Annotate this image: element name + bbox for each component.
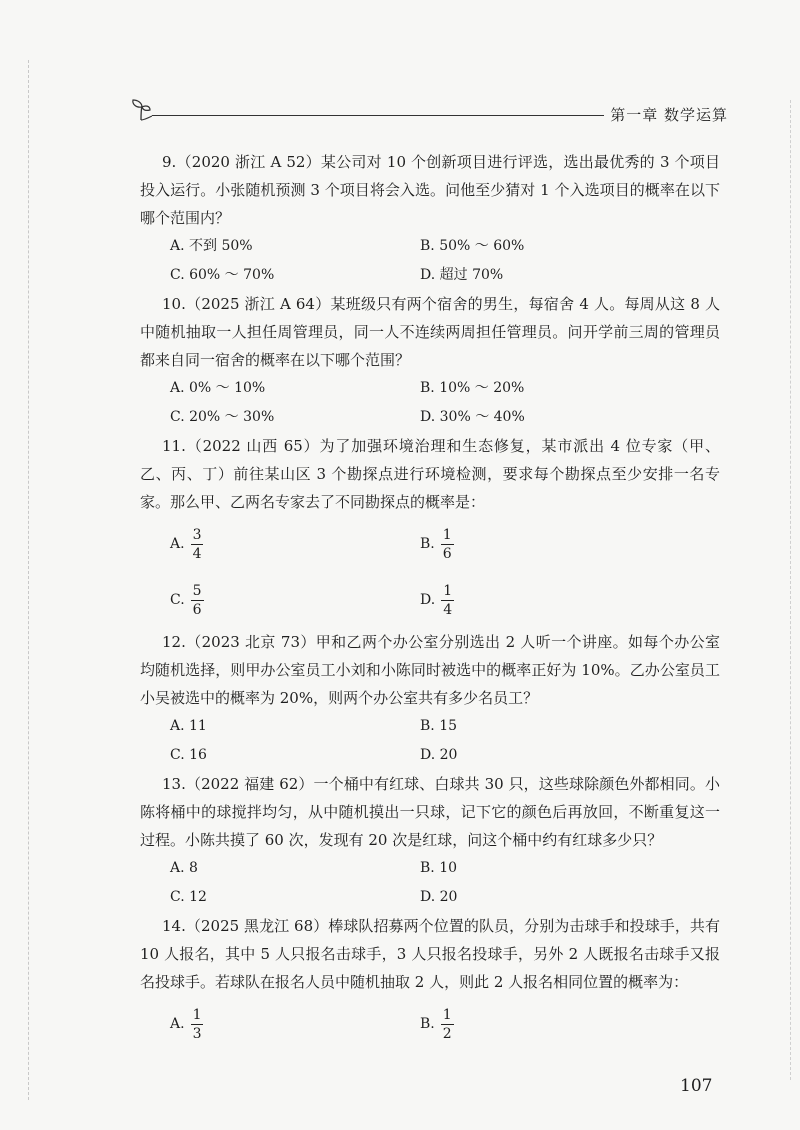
option-c: C. 12 <box>170 889 207 905</box>
option-d: D. 20 <box>420 747 458 763</box>
denominator: 3 <box>192 1025 202 1042</box>
numerator: 1 <box>442 526 452 543</box>
fraction <box>441 582 454 619</box>
question-13-options <box>170 854 720 912</box>
option-c: C. 60% ～ 70% <box>170 267 275 283</box>
question-14-options <box>170 996 720 1052</box>
fraction <box>191 526 204 563</box>
chapter-header <box>130 98 730 128</box>
numerator: 5 <box>192 582 202 599</box>
option-b: B. 50% ～ 60% <box>420 238 525 254</box>
option-d: D. 30% ～ 40% <box>420 409 525 425</box>
chapter-title: 第一章 数学运算 <box>604 104 728 125</box>
fraction <box>441 1006 454 1043</box>
option-a <box>170 516 420 572</box>
option-b: B. 10 <box>420 860 458 876</box>
option-letter: A. <box>170 536 185 552</box>
numerator: 1 <box>442 1006 452 1023</box>
numerator: 1 <box>192 1006 202 1023</box>
option-letter: A. <box>170 1016 185 1032</box>
option-b <box>420 996 670 1052</box>
option-a: A. 11 <box>170 718 207 734</box>
page-number: 107 <box>680 1076 713 1096</box>
scan-edge-right <box>790 100 791 1080</box>
question-12-text: 12.（2023 北京 73）甲和乙两个办公室分别选出 2 人听一个讲座。如每个办公室均随机选择，则甲办公室员工小刘和小陈同时被选中的概率正好为 10%。乙办公室员工小吴被选中的概率为 20%，则两个办公室共有多少名员工？ <box>140 633 720 707</box>
fraction <box>191 582 204 619</box>
option-b: B. 10% ～ 20% <box>420 380 525 396</box>
question-14-text: 14.（2025 黑龙江 68）棒球队招募两个位置的队员，分别为击球手和投球手，共有 10 人报名，其中 5 人只报名击球手，3 人只报名投球手，另外 2 人既报名击球手又报名投球手。若球队在报名人员中随机抽取 2 人，则此 2 人报名相同位置的概率为： <box>140 917 720 991</box>
numerator: 1 <box>443 582 453 599</box>
denominator: 2 <box>442 1025 452 1042</box>
denominator: 6 <box>192 601 202 618</box>
question-13-text: 13.（2022 福建 62）一个桶中有红球、白球共 30 只，这些球除颜色外都相同。小陈将桶中的球搅拌均匀，从中随机摸出一只球，记下它的颜色后再放回，不断重复这一过程。小陈共摸了 60 次，发现有 20 次是红球，问这个桶中约有红球多少只？ <box>140 775 720 849</box>
question-11-text: 11.（2022 山西 65）为了加强环境治理和生态修复，某市派出 4 位专家（甲、乙、丙、丁）前往某山区 3 个勘探点进行环境检测，要求每个勘探点至少安排一名专家。那么甲、乙两名专家去了不同勘探点的概率是： <box>140 437 721 511</box>
question-list <box>140 148 720 1052</box>
denominator: 4 <box>443 601 453 618</box>
sprout-icon <box>130 98 152 122</box>
question-11-options <box>170 516 720 628</box>
question-9-options <box>170 232 720 290</box>
option-c: C. 20% ～ 30% <box>170 409 275 425</box>
question-10-text: 10.（2025 浙江 A 64）某班级只有两个宿舍的男生，每宿舍 4 人。每周从这 8 人中随机抽取一人担任周管理员，同一人不连续两周担任管理员。问开学前三周的管理员都来自同一宿舍的概率在以下哪个范围？ <box>140 295 720 369</box>
denominator: 6 <box>442 545 452 562</box>
option-d: D. 超过 70% <box>420 267 504 283</box>
option-a <box>170 996 420 1052</box>
option-letter: B. <box>420 1016 435 1032</box>
question-9-text: 9.（2020 浙江 A 52）某公司对 10 个创新项目进行评选，选出最优秀的 3 个项目投入运行。小张随机预测 3 个项目将会入选。问他至少猜对 1 个入选项目的概率在以下哪个范围内？ <box>140 153 720 227</box>
option-d: D. 20 <box>420 889 458 905</box>
option-letter: C. <box>170 592 185 608</box>
fraction <box>441 526 454 563</box>
option-letter: D. <box>420 592 436 608</box>
fraction <box>191 1006 204 1043</box>
option-a: A. 不到 50% <box>170 238 253 254</box>
question-10-options <box>170 374 720 432</box>
option-b <box>420 516 670 572</box>
option-b: B. 15 <box>420 718 458 734</box>
option-d <box>420 572 670 628</box>
numerator: 3 <box>192 526 202 543</box>
option-c: C. 16 <box>170 747 207 763</box>
option-a: A. 0% ～ 10% <box>170 380 266 396</box>
option-letter: B. <box>420 536 435 552</box>
option-a: A. 8 <box>170 860 198 876</box>
question-12-options <box>170 712 720 770</box>
scan-edge-left <box>28 60 29 1100</box>
option-c <box>170 572 420 628</box>
denominator: 4 <box>192 545 202 562</box>
